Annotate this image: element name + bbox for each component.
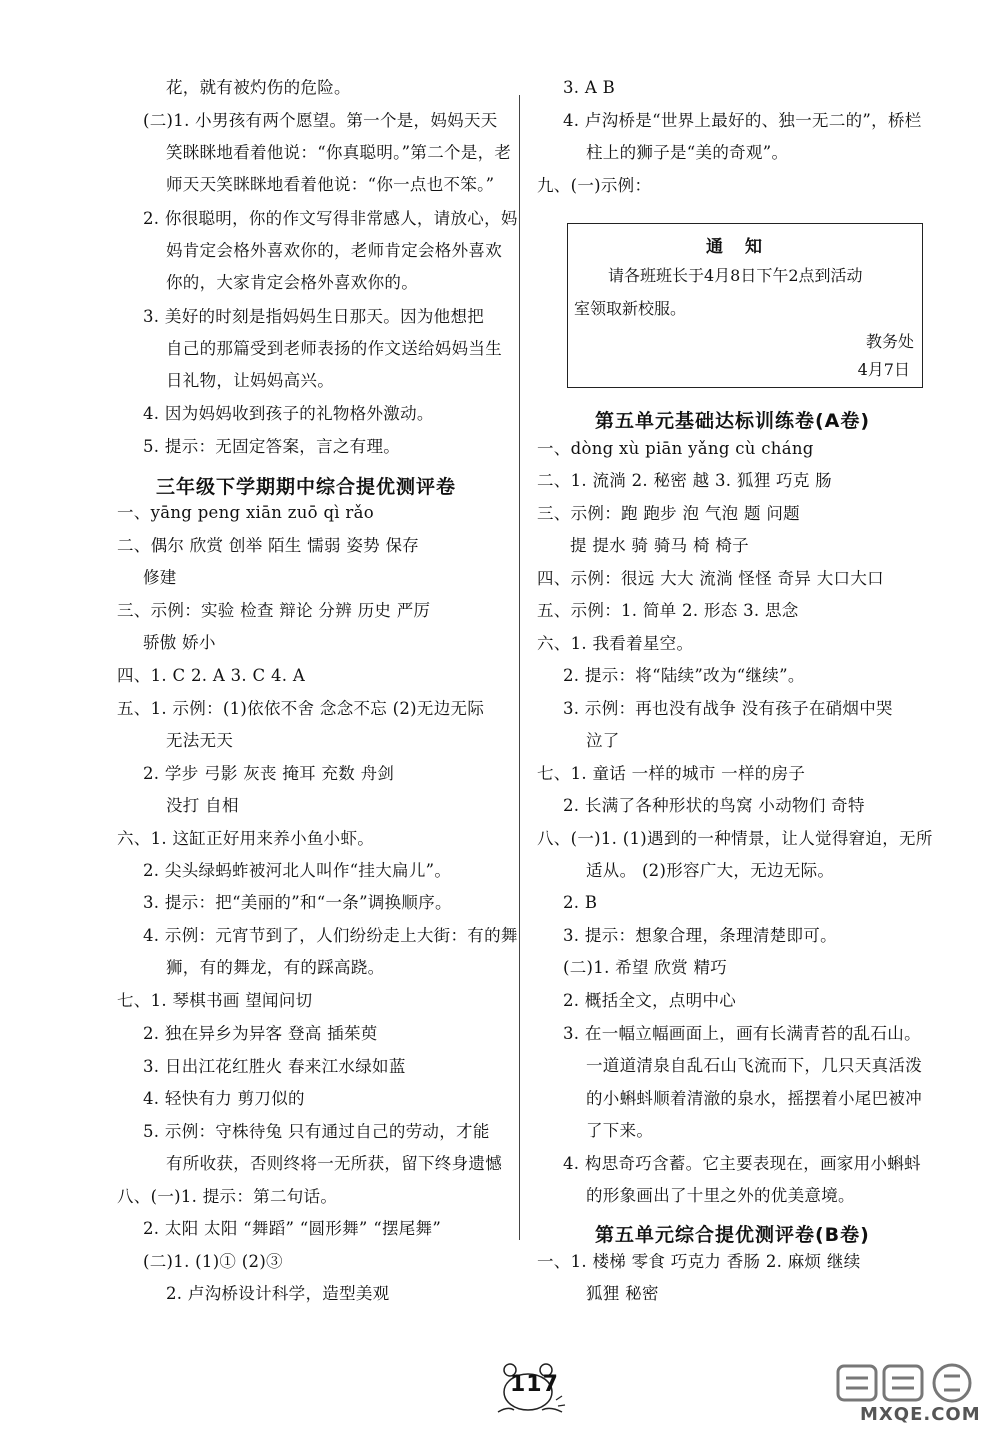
left-answer-line: 4. 轻快有力 剪刀似的 xyxy=(143,1089,305,1108)
left-answer-line: 修建 xyxy=(143,568,177,587)
right-answer-line: 七、1. 童话 一样的城市 一样的房子 xyxy=(537,764,806,783)
right-section-heading-a: 第五单元基础达标训练卷(A卷) xyxy=(595,410,871,432)
right-answer-line: 的形象画出了十里之外的优美意境。 xyxy=(586,1186,855,1205)
left-answer-line: 狮，有的舞龙，有的踩高跷。 xyxy=(166,958,385,977)
right-answer-line: 3. 在一幅立幅画面上，画有长满青苔的乱石山。 xyxy=(563,1024,921,1043)
page-number-badge xyxy=(490,1360,570,1420)
left-answer-line: 2. 卢沟桥设计科学，造型美观 xyxy=(166,1284,390,1303)
left-answer-line: 一、yāng peng xiān zuō qì rǎo xyxy=(117,503,374,522)
watermark-text: MXQE.COM xyxy=(860,1404,981,1425)
right-answer-line: 4. 构思奇巧含蓄。它主要表现在，画家用小蝌蚪 xyxy=(563,1154,921,1173)
left-answer-line: 4. 因为妈妈收到孩子的礼物格外激动。 xyxy=(143,404,434,423)
right-answer-line: 柱上的狮子是“美的奇观”。 xyxy=(586,143,789,162)
right-answer-line: 了下来。 xyxy=(586,1121,654,1140)
left-answer-line: 2. 独在异乡为异客 登高 插茱萸 xyxy=(143,1024,378,1043)
left-answer-line: 五、1. 示例：(1)依依不舍 念念不忘 (2)无边无际 xyxy=(117,699,485,718)
notice-title: 通知 xyxy=(706,237,784,257)
answer-logo-icon xyxy=(834,1360,984,1406)
notice-body-line-1: 请各班班长于4月8日下午2点到活动 xyxy=(608,266,863,285)
right-answer-line: 四、示例：很远 大大 流淌 怪怪 奇异 大口大口 xyxy=(537,569,884,588)
right-answer-line: 九、(一)示例： xyxy=(537,176,652,195)
right-answer-line: 3. A B xyxy=(563,78,616,97)
notice-date: 4月7日 xyxy=(857,360,910,379)
right-answer-line: 一、1. 楼梯 零食 巧克力 香肠 2. 麻烦 继续 xyxy=(537,1252,861,1271)
right-answer-line: 泣了 xyxy=(586,731,620,750)
right-section-heading-b: 第五单元综合提优测评卷(B卷) xyxy=(595,1224,870,1246)
left-answer-line: 三、示例：实验 检查 辩论 分辨 历史 严厉 xyxy=(117,601,431,620)
left-answer-line: 5. 提示：无固定答案，言之有理。 xyxy=(143,437,401,456)
left-answer-line: 3. 提示：把“美丽的”和“一条”调换顺序。 xyxy=(143,893,452,912)
left-answer-line: 5. 示例：守株待兔 只有通过自己的劳动，才能 xyxy=(143,1122,490,1141)
right-answer-line: 六、1. 我看着星空。 xyxy=(537,634,694,653)
left-answer-line: 自己的那篇受到老师表扬的作文送给妈妈当生 xyxy=(166,339,502,358)
left-answer-line: 八、(一)1. 提示：第二句话。 xyxy=(117,1187,338,1206)
right-answer-line: 提 提水 骑 骑马 椅 椅子 xyxy=(570,536,749,555)
right-answer-line: 一、dòng xù piān yǎng cù cháng xyxy=(537,439,814,458)
right-answer-line: 2. B xyxy=(563,893,598,912)
right-answer-line: 三、示例：跑 跑步 泡 气泡 题 问题 xyxy=(537,504,800,523)
left-answer-line: 2. 你很聪明，你的作文写得非常感人，请放心，妈 xyxy=(143,209,518,228)
right-answer-line: 3. 提示：想象合理，条理清楚即可。 xyxy=(563,926,837,945)
left-answer-line: 二、偶尔 欣赏 创举 陌生 懦弱 姿势 保存 xyxy=(117,536,420,555)
left-answer-line: 七、1. 琴棋书画 望闻问切 xyxy=(117,991,313,1010)
left-answer-line: (二)1. (1)① (2)③ xyxy=(143,1252,283,1271)
left-answer-line: 日礼物，让妈妈高兴。 xyxy=(166,371,334,390)
left-answer-line: 骄傲 娇小 xyxy=(143,633,216,652)
right-answer-line: 4. 卢沟桥是“世界上最好的、独一无二的”，桥栏 xyxy=(563,111,922,130)
left-answer-line: 4. 示例：元宵节到了，人们纷纷走上大街：有的舞 xyxy=(143,926,518,945)
left-answer-line: (二)1. 小男孩有两个愿望。第一个是，妈妈天天 xyxy=(143,111,498,130)
right-answer-line: 2. 长满了各种形状的鸟窝 小动物们 奇特 xyxy=(563,796,865,815)
right-answer-line: 二、1. 流淌 2. 秘密 越 3. 狐狸 巧克 肠 xyxy=(537,471,832,490)
right-answer-line: 2. 提示：将“陆续”改为“继续”。 xyxy=(563,666,805,685)
left-answer-line: 师天天笑眯眯地看着他说：“你一点也不笨。” xyxy=(166,175,495,194)
page-number: 117 xyxy=(510,1372,559,1397)
left-answer-line: 笑眯眯地看着他说：“你真聪明。”第二个是，老 xyxy=(166,143,512,162)
right-answer-line: 一道道清泉自乱石山飞流而下，几只天真活泼 xyxy=(586,1056,922,1075)
left-answer-line: 2. 尖头绿蚂蚱被河北人叫作“挂大扁儿”。 xyxy=(143,861,452,880)
column-divider xyxy=(519,95,520,1240)
left-answer-line: 你的，大家肯定会格外喜欢你的。 xyxy=(166,273,418,292)
left-section-heading: 三年级下学期期中综合提优测评卷 xyxy=(156,476,457,498)
left-answer-line: 没打 自相 xyxy=(166,796,239,815)
left-answer-line: 无法无天 xyxy=(166,731,234,750)
right-answer-line: 五、示例：1. 简单 2. 形态 3. 思念 xyxy=(537,601,799,620)
right-answer-line: 适从。 (2)形容广大，无边无际。 xyxy=(586,861,835,880)
right-answer-line: 3. 示例：再也没有战争 没有孩子在硝烟中哭 xyxy=(563,699,893,718)
left-answer-line: 四、1. C 2. A 3. C 4. A xyxy=(117,666,306,685)
left-answer-line: 3. 日出江花红胜火 春来江水绿如蓝 xyxy=(143,1057,406,1076)
right-answer-line: (二)1. 希望 欣赏 精巧 xyxy=(563,958,728,977)
left-answer-line: 花，就有被灼伤的危险。 xyxy=(166,78,351,97)
left-answer-line: 3. 美好的时刻是指妈妈生日那天。因为他想把 xyxy=(143,307,485,326)
right-answer-line: 八、(一)1. (1)遇到的一种情景，让人觉得窘迫，无所 xyxy=(537,829,933,848)
notice-signer: 教务处 xyxy=(865,332,914,351)
left-answer-line: 2. 学步 弓影 灰丧 掩耳 充数 舟剑 xyxy=(143,764,395,783)
left-answer-line: 有所收获，否则终将一无所获，留下终身遗憾 xyxy=(166,1154,502,1173)
left-answer-line: 妈肯定会格外喜欢你的，老师肯定会格外喜欢 xyxy=(166,241,502,260)
notice-body-line-2: 室领取新校服。 xyxy=(574,299,687,318)
watermark xyxy=(830,1360,990,1426)
right-answer-line: 2. 概括全文，点明中心 xyxy=(563,991,737,1010)
right-answer-line: 狐狸 秘密 xyxy=(586,1284,659,1303)
left-answer-line: 六、1. 这缸正好用来养小鱼小虾。 xyxy=(117,829,375,848)
right-answer-line: 的小蝌蚪顺着清澈的泉水，摇摆着小尾巴被冲 xyxy=(586,1089,922,1108)
left-answer-line: 2. 太阳 太阳 “舞蹈” “圆形舞” “摆尾舞” xyxy=(143,1219,442,1238)
notice-box xyxy=(567,223,923,388)
